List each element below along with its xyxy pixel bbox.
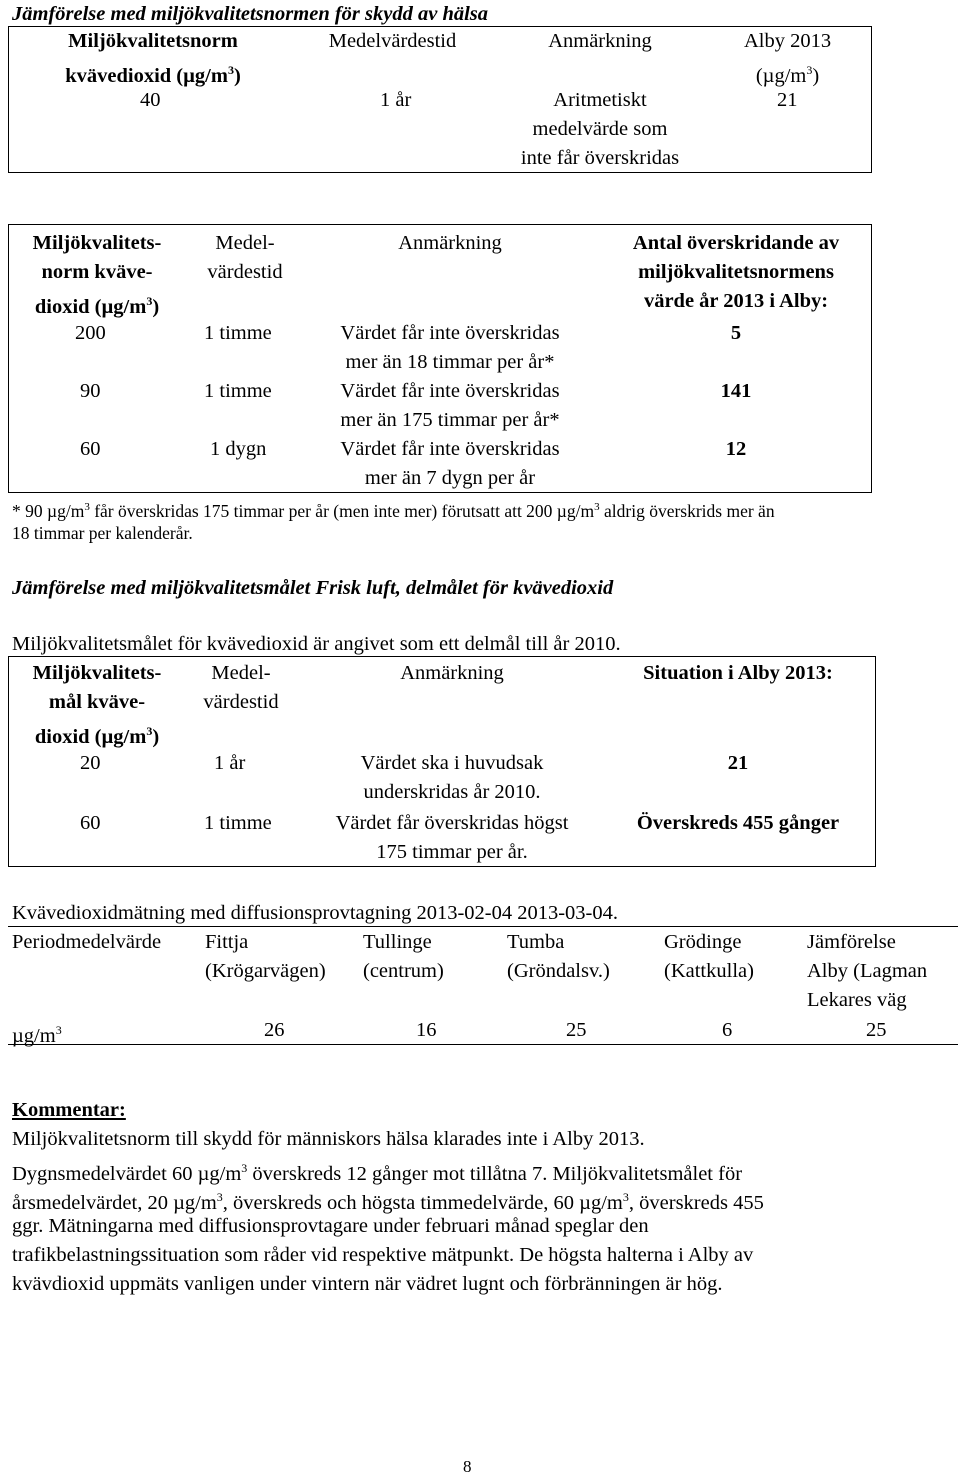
value-tumba: 25 <box>566 1019 587 1041</box>
value-grodinge: 6 <box>722 1019 733 1041</box>
header-situation: Situation i Alby 2013: <box>643 662 833 684</box>
value-alby: 25 <box>866 1019 887 1041</box>
page-number: 8 <box>463 1457 472 1476</box>
header-tumba: Tumba (Gröndalsv.) <box>507 931 610 982</box>
comment-line: årsmedelvärdet, 20 $\mu g/m^3$, överskreds och högsta timmedelvärde, 60 $\mu g/m^3$, överskreds 455 <box>12 1190 764 1214</box>
header-norm: Miljökvalitets- norm kväve- dioxid $(\mu g/m^3)$ <box>32 232 162 318</box>
comment-line: Dygnsmedelvärdet 60 $\mu g/m^3$ överskreds 12 gånger mot tillåtna 7. Miljökvalitetsmålet för <box>12 1161 743 1185</box>
header-alby: Jämförelse Alby (Lagman Lekares väg <box>807 931 928 1011</box>
cell-period: 1 år <box>380 89 412 111</box>
section3-title: Jämförelse med miljökvalitetsmålet Frisk luft, delmålet för kvävedioxid <box>12 577 614 599</box>
comment-heading: Kommentar: <box>12 1099 126 1121</box>
header-note: Anmärkning <box>398 232 502 254</box>
value-fittja: 26 <box>264 1019 285 1041</box>
header-goal: Miljökvalitets- mål kväve- dioxid $(\mu g/m^3)$ <box>32 662 162 748</box>
header-period: Medel- värdestid <box>207 232 283 283</box>
value-tullinge: 16 <box>416 1019 437 1041</box>
cell-value: 21 <box>777 89 798 111</box>
section1-title: Jämförelse med miljökvalitetsnormen för skydd av hälsa <box>12 3 489 25</box>
header-fittja: Fittja (Krögarvägen) <box>205 931 326 982</box>
header-period: Medel- värdestid <box>203 662 279 713</box>
header-note: Anmärkning <box>548 30 652 52</box>
comment-line: ggr. Mätningarna med diffusionsprovtagare under februari månad speglar den <box>12 1215 649 1237</box>
header-tullinge: Tullinge (centrum) <box>363 931 444 982</box>
header-period-mean: Periodmedelvärde <box>12 931 162 953</box>
section3-intro: Miljökvalitetsmålet för kvävedioxid är angivet som ett delmål till år 2010. <box>12 633 621 655</box>
footnote-line2: 18 timmar per kalenderår. <box>12 523 193 543</box>
unit-label: $\mu g/m^3$ <box>12 1023 62 1047</box>
comment-line: trafikbelastningssituation som råder vid respektive mätpunkt. De högsta halterna i Alby av <box>12 1244 754 1266</box>
footnote: * 90 $\mu g/m^3$ får överskridas 175 timmar per år (men inte mer) förutsatt att 200 $\mu g/m^3$ aldrig överskrids mer än <box>12 500 775 521</box>
header-grodinge: Grödinge (Kattkulla) <box>664 931 754 982</box>
header-period: Medelvärdestid <box>328 30 457 52</box>
header-count: Antal överskridande av miljökvalitetsnormens värde år 2013 i Alby: <box>632 232 840 312</box>
comment-line: kvävdioxid uppmäts vanligen under vintern när vädret lugnt och förbränningen är hög. <box>12 1273 723 1295</box>
cell-norm: 40 <box>140 89 161 111</box>
section4-title: Kvävedioxidmätning med diffusionsprovtagning 2013-02-04 2013-03-04. <box>12 902 619 924</box>
header-alby: Alby 2013 $(\mu g/m^3)$ <box>743 30 832 87</box>
comment-line: Miljökvalitetsnorm till skydd för människors hälsa klarades inte i Alby 2013. <box>12 1128 645 1150</box>
cell-note: Aritmetiskt medelvärde som inte får överskridas <box>520 89 680 169</box>
header-note: Anmärkning <box>400 662 504 684</box>
header-norm: Miljökvalitetsnorm kvävedioxid $(\mu g/m^3)$ <box>65 30 241 87</box>
